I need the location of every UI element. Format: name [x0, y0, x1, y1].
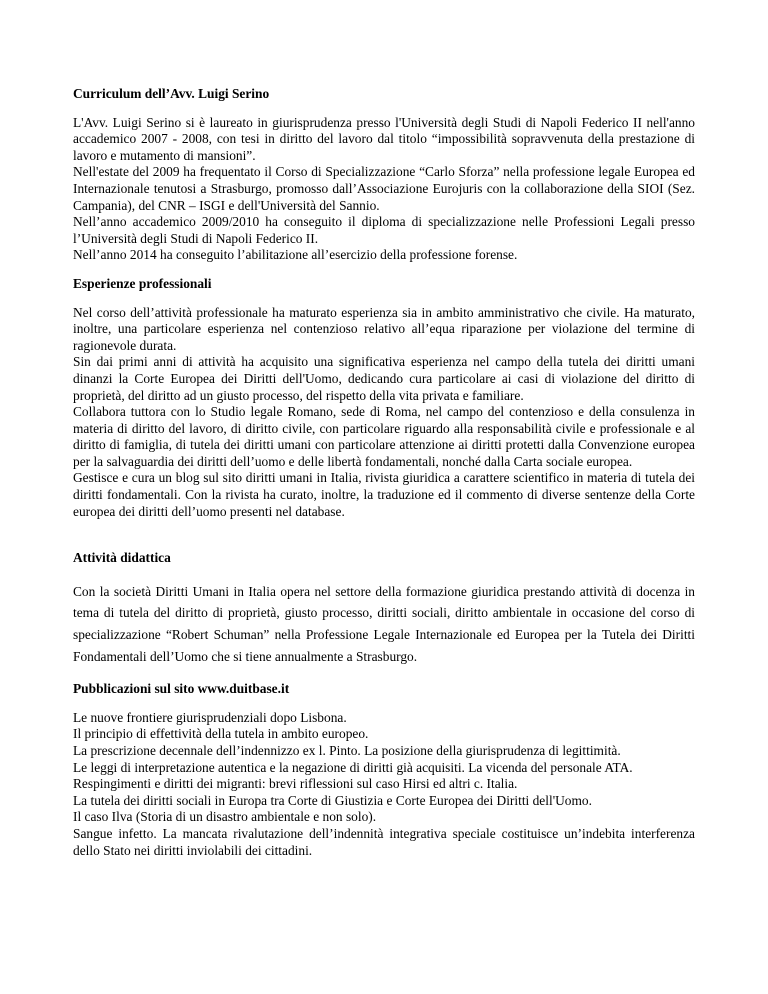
esperienze-paragraph: Sin dai primi anni di attività ha acquisito una significativa esperienza nel campo della tutela dei diritti umani dinanzi la Corte Europea dei Diritti dell'Uomo, dedicando cura particolare ai casi di violazione del diritto di proprietà, del diritto ad un giusto processo, del rispetto della vita privata e familiare. [73, 354, 695, 403]
esperienze-section [73, 305, 695, 521]
esperienze-paragraph: Gestisce e cura un blog sul sito diritti umani in Italia, rivista giuridica a carattere scientifico in materia di tutela dei diritti fondamentali. Con la rivista ha curato, inoltre, la traduzione ed il commento di diverse sentenze della Corte europea dei diritti dell’uomo presenti nel database. [73, 470, 695, 519]
intro-paragraph: Nell’anno accademico 2009/2010 ha conseguito il diploma di specializzazione nelle Professioni Legali presso l’Università degli Studi di Napoli Federico II. [73, 214, 695, 246]
section-heading-pubblicazioni: Pubblicazioni sul sito www.duitbase.it [73, 681, 290, 697]
publication-item: Il caso Ilva (Storia di un disastro ambientale e non solo). [73, 809, 377, 825]
intro-section [73, 115, 695, 264]
publication-item: Sangue infetto. La mancata rivalutazione dell’indennità integrativa speciale costituisce un’indebita interferenza dello Stato nei diritti inviolabili dei cittadini. [73, 825, 695, 858]
publication-item: Le nuove frontiere giurisprudenziali dopo Lisbona. [73, 709, 347, 725]
page-title: Curriculum dell’Avv. Luigi Serino [73, 86, 270, 101]
publication-item: La tutela dei diritti sociali in Europa tra Corte di Giustizia e Corte Europea dei Diritti dell'Uomo. [73, 792, 592, 808]
section-heading-esperienze: Esperienze professionali [73, 275, 212, 291]
didattica-paragraph: Con la società Diritti Umani in Italia opera nel settore della formazione giuridica prestando attività di docenza in tema di tutela del diritto di proprietà, giusto processo, diritti sociali, diritto ambientale in occasione del corso di specializzazione “Robert Schuman” nella Professione Legale Internazionale ed Europea per la Tutela dei Diritti Fondamentali dell’Uomo che si tiene annualmente a Strasburgo. [73, 583, 695, 664]
intro-paragraph: Nell’anno 2014 ha conseguito l’abilitazione all’esercizio della professione forense. [73, 247, 518, 263]
esperienze-paragraph: Collabora tuttora con lo Studio legale Romano, sede di Roma, nel campo del contenzioso e della consulenza in materia di diritto del lavoro, di diritto civile, con particolare riguardo alla responsabilità civile e professionale e al diritto di famiglia, di tutela dei diritti umani con particolare attenzione ai diritti protetti dalla Convenzione europea per la salvaguardia dei diritti dell’uomo e delle libertà fondamentali, nonché dalla Carta sociale europea. [73, 404, 695, 469]
section-heading-didattica: Attività didattica [73, 550, 171, 566]
publication-item: Respingimenti e diritti dei migranti: brevi riflessioni sul caso Hirsi ed altri c. Italia. [73, 776, 518, 792]
publication-item: Le leggi di interpretazione autentica e la negazione di diritti già acquisiti. La vicenda del personale ATA. [73, 759, 633, 775]
publication-item: La prescrizione decennale dell’indennizzo ex l. Pinto. La posizione della giurisprudenza di legittimità. [73, 743, 621, 758]
esperienze-paragraph: Nel corso dell’attività professionale ha maturato esperienza sia in ambito amministrativo che civile. Ha maturato, inoltre, una particolare esperienza nel contenzioso relativo all’equa riparazione per violazione del termine di ragionevole durata. [73, 304, 695, 353]
intro-paragraph: L'Avv. Luigi Serino si è laureato in giurisprudenza presso l'Università degli Studi di Napoli Federico II nell'anno accademico 2007 - 2008, con tesi in diritto del lavoro dal titolo “impossibilità sopravvenuta della prestazione di lavoro e mutamento di mansioni”. [73, 114, 695, 163]
document-body [73, 86, 695, 859]
publication-item: Il principio di effettività della tutela in ambito europeo. [73, 726, 369, 742]
intro-paragraph: Nell'estate del 2009 ha frequentato il Corso di Specializzazione “Carlo Sforza” nella professione legale Europea ed Internazionale tenutosi a Strasburgo, promosso dall’Associazione Eurojuris con la collaborazione della SIOI (Sez. Campania), del CNR – ISGI e dell'Università del Sannio. [73, 164, 695, 213]
pubblicazioni-list [73, 710, 695, 859]
